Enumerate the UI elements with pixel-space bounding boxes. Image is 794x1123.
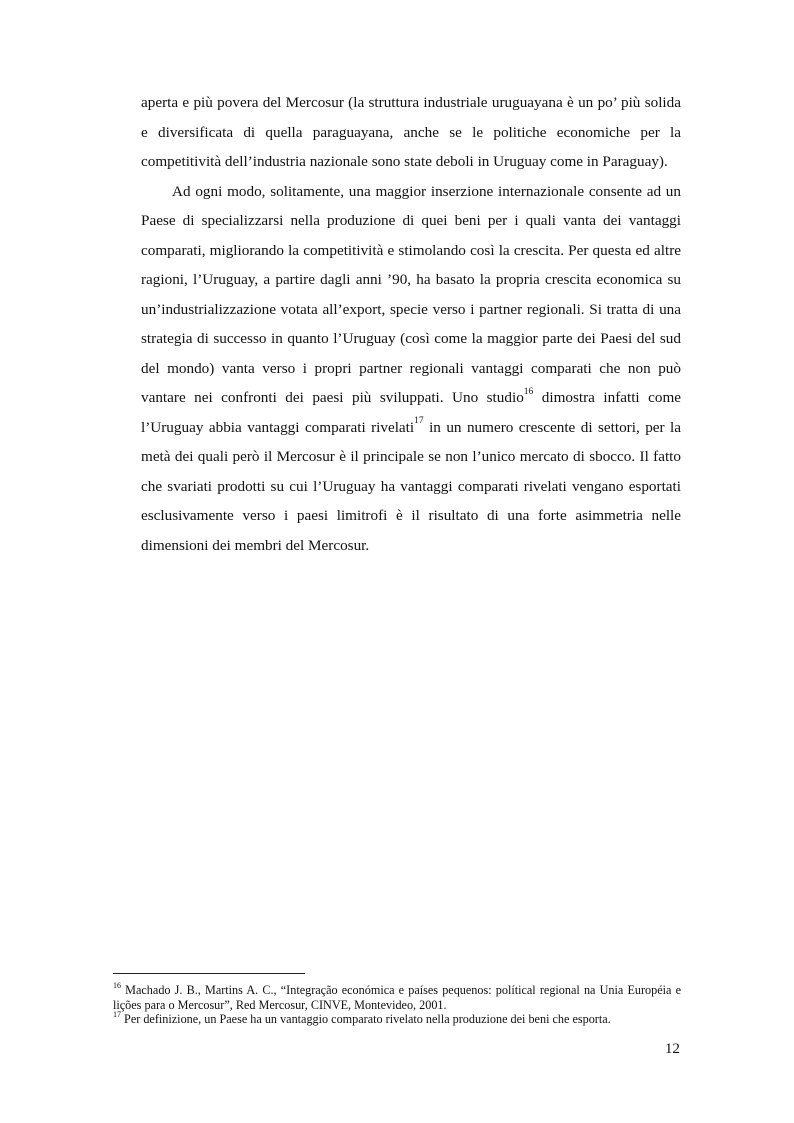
paragraph-2-text-start: Ad ogni modo, solitamente, una maggior inserzione internazionale consente ad un Paese di specializzarsi nella produzione di quei beni per i quali vanta dei vantaggi comparati, migliorando la competitività e stimolando così la crescita. Per questa ed altre ragioni, l’Uruguay, a partire dagli anni ’90, ha basato la propria crescita economica su un’industrializzazione votata all’export, specie verso i partner regionali. Si tratta di una strategia di successo in quanto l’Uruguay (così come la maggior parte dei Paesi del sud del mondo) vanta verso i propri partner regionali vantaggi comparati che non può vantare nei confronti dei paesi più sviluppati. Uno studio	[141, 182, 681, 406]
footnotes	[113, 980, 681, 1027]
footnote-ref-17[interactable]: 17	[414, 416, 424, 427]
paragraph-1	[141, 88, 681, 177]
paragraph-2-text-middle: dimostra infatti come l’Uruguay abbia vantaggi comparati rivelati	[141, 389, 681, 436]
page-number: 12	[664, 1040, 680, 1057]
footnote-text-16: Machado J. B., Martins A. C., “Integração económica e países pequenos: polítical regional na Unia Européia e lições para o Mercosur”, Red Mercosur, CINVE, Montevideo, 2001.	[113, 983, 681, 1012]
footnote-ref-16[interactable]: 16	[523, 386, 534, 397]
footnote-16	[113, 980, 681, 1012]
paragraph-2-text-end: in un numero crescente di settori, per la metà dei quali però il Mercosur è il principale se non l’unico mercato di sbocco. Il fatto che svariati prodotti su cui l’Uruguay ha vantaggi comparati rivelati vengano esportati esclusivamente verso i paesi limitrofi è il risultato di una forte asimmetria nelle dimensioni dei membri del Mercosur.	[141, 418, 681, 554]
footnote-number-16: 16	[113, 980, 121, 990]
paragraph-2	[141, 177, 681, 561]
footnote-number-17: 17	[113, 1010, 121, 1020]
footnote-17	[113, 1012, 681, 1027]
paragraph-1-text: aperta e più povera del Mercosur (la struttura industriale uruguayana è un po’ più solida e diversificata di quella paraguayana, anche se le politiche economiche per la competitività dell’industria nazionale sono state deboli in Uruguay come in Paraguay).	[141, 94, 681, 170]
footnote-divider	[113, 973, 305, 974]
body-text	[141, 88, 681, 560]
footnote-text-17: Per definizione, un Paese ha un vantaggio comparato rivelato nella produzione dei beni che esporta.	[121, 1012, 611, 1027]
